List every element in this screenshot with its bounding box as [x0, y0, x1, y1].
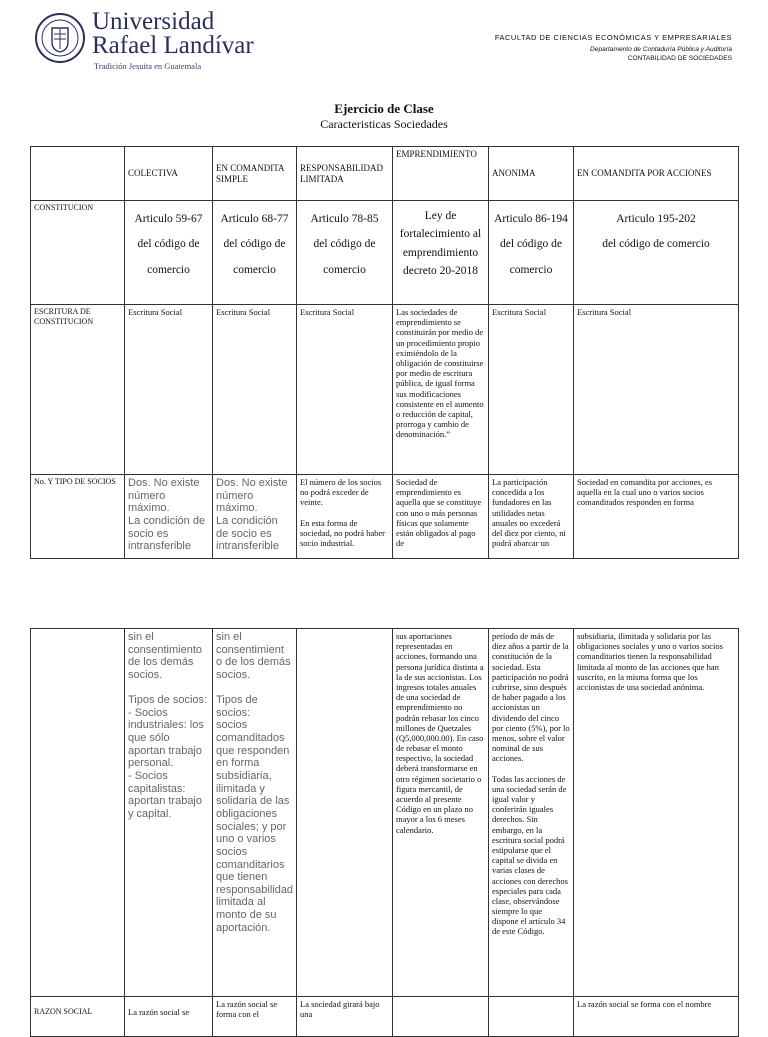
table-row-escritura [31, 305, 739, 475]
document-subtitle: Caracteristicas Sociedades [320, 117, 448, 131]
cell-socios-cont-colectiva: sin el consentimiento de los demás socios. Tipos de socios: - Socios industriales: los que sólo aportan trabajo personal. - Socios capitalistas: aportan trabajo y capital. [125, 629, 213, 997]
row-label-socios-continued [31, 629, 125, 997]
cell-constitucion-anonima: Articulo 86-194 del código de comercio [489, 201, 574, 305]
university-seal-icon [34, 12, 86, 64]
cell-constitucion-responsabilidad-limitada: Articulo 78-85 del código de comercio [297, 201, 393, 305]
cell-socios-responsabilidad-limitada: El número de los socios no podrá exceder de veinte. En esta forma de sociedad, no podrá haber socio industrial. [297, 475, 393, 559]
cell-razon-anonima [489, 997, 574, 1037]
cell-socios-colectiva: Dos. No existe número máximo. La condición de socio es intransferible [125, 475, 213, 559]
header-comandita-simple: EN COMANDITA SIMPLE [213, 147, 297, 201]
table-header-row [31, 147, 739, 201]
header-comandita-acciones: EN COMANDITA POR ACCIONES [574, 147, 739, 201]
table-row-razon-social [31, 997, 739, 1037]
cell-constitucion-comandita-acciones: Articulo 195-202 del código de comercio [574, 201, 739, 305]
table-row-socios [31, 475, 739, 559]
cell-socios-comandita-simple: Dos. No existe número máximo. La condición de socio es intransferible [213, 475, 297, 559]
row-label-escritura: ESCRITURA DE CONSTITUCION [31, 305, 125, 475]
university-logo [34, 8, 254, 72]
cell-socios-cont-comandita-simple: sin el consentimient o de los demás socios. Tipos de socios: socios comanditados que responden en forma subsidiaria, ilimitada y solidaria de las obligaciones sociales; y por uno o varios socios comanditarios que tienen responsabilidad limitada al monto de su aportación. [213, 629, 297, 997]
cell-razon-comandita-simple: La razón social se forma con el [213, 997, 297, 1037]
cell-razon-comandita-acciones: La razón social se forma con el nombre [574, 997, 739, 1037]
cell-escritura-colectiva: Escritura Social [125, 305, 213, 475]
table-row-socios-continued [31, 629, 739, 997]
header-emprendimiento: EMPRENDIMIENTO [393, 147, 489, 201]
cell-escritura-comandita-simple: Escritura Social [213, 305, 297, 475]
cell-escritura-anonima: Escritura Social [489, 305, 574, 475]
university-name-line1: Universidad [92, 8, 215, 35]
societies-table-page1 [30, 146, 739, 559]
university-name-line2: Rafael Landívar [92, 32, 254, 59]
cell-razon-colectiva: La razón social se [125, 997, 213, 1037]
table-row-constitucion [31, 201, 739, 305]
cell-constitucion-colectiva: Articulo 59-67 del código de comercio [125, 201, 213, 305]
cell-socios-cont-comandita-acciones: subsidiaria, ilimitada y solidaria por las obligaciones sociales y uno o varios socios comanditarios tienen la responsabilidad limitada al monto de las acciones que han suscrito, en la misma forma que los accionistas de una sociedad anónima. [574, 629, 739, 997]
cell-razon-responsabilidad-limitada: La sociedad girará bajo una [297, 997, 393, 1037]
cell-socios-cont-emprendimiento: sus aportaciones representadas en acciones, formando una persona jurídica distinta a la de sus accionistas. Los ingresos totales anuales de una sociedad de emprendimiento no podrán rebasar los cinco millones de Quetzales (Q5,000,000.00). En caso de rebasar el monto respectivo, la sociedad deberá transformarse en otro régimen societario o figura mercantil, de acuerdo al presente Código en un plazo no mayor a los 6 meses calendario. [393, 629, 489, 997]
cell-constitucion-comandita-simple: Articulo 68-77 del código de comercio [213, 201, 297, 305]
header-cell-empty [31, 147, 125, 201]
header-responsabilidad-limitada: RESPONSABILIDAD LIMITADA [297, 147, 393, 201]
header-colectiva: COLECTIVA [125, 147, 213, 201]
societies-table-page2 [30, 628, 739, 1037]
cell-escritura-emprendimiento: Las sociedades de emprendimiento se constituirán por medio de un procedimiento propio eximiéndolo de la obligación de constituirse por medio de escritura pública, de igual forma sus modificaciones consistente en el aumento o reducción de capital, prorroga y cambio de denominación.” [393, 305, 489, 475]
cell-socios-cont-responsabilidad-limitada [297, 629, 393, 997]
cell-constitucion-emprendimiento: Ley de fortalecimiento al emprendimiento decreto 20-2018 [393, 201, 489, 305]
cell-socios-comandita-acciones: Sociedad en comandita por acciones, es aquella en la cual uno o varios socios comanditados responden en forma [574, 475, 739, 559]
row-label-razon-social: RAZON SOCIAL [31, 997, 125, 1037]
faculty-name: FACULTAD DE CIENCIAS ECONÓMICAS Y EMPRESARIALES [494, 33, 732, 42]
cell-socios-cont-anonima: período de más de diez años a partir de la constitución de la sociedad. Esta participación no podrá cubrirse, sino después de haber pagado a los accionistas un dividendo del cinco por ciento (5%), por lo menos, sobre el valor nominal de sus acciones. Todas las acciones de una sociedad serán de igual valor y conferirán iguales derechos. Sin embargo, en la escritura social podrá estipularse que el capital se divida en varias clases de acciones con derechos especiales para cada clase, observándose siempre lo que dispone el artículo 34 de este Código. [489, 629, 574, 997]
cell-socios-anonima: La participación concedida a los fundadores en las utilidades netas anuales no excederá del diez por ciento, ni podrá abarcar un [489, 475, 574, 559]
department-name: Departamento de Contaduría Pública y Auditoría [590, 46, 732, 53]
cell-razon-emprendimiento [393, 997, 489, 1037]
cell-escritura-responsabilidad-limitada: Escritura Social [297, 305, 393, 475]
cell-socios-emprendimiento: Sociedad de emprendimiento es aquella que se constituye con uno o más personas físicas que solamente están obligados al pago de [393, 475, 489, 559]
course-name: CONTABILIDAD DE SOCIEDADES [627, 55, 732, 62]
cell-escritura-comandita-acciones: Escritura Social [574, 305, 739, 475]
row-label-socios: No. Y TIPO DE SOCIOS [31, 475, 125, 559]
header-anonima: ANONIMA [489, 147, 574, 201]
row-label-constitucion: CONSTITUCION [31, 201, 125, 305]
university-tagline: Tradición Jesuita en Guatemala [94, 61, 202, 71]
document-title: Ejercicio de Clase [334, 101, 434, 116]
